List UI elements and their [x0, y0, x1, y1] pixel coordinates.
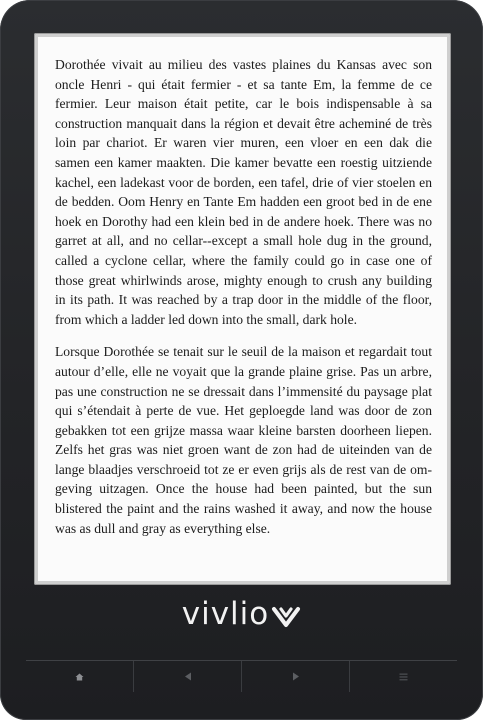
page-back-icon [184, 672, 192, 681]
eink-screen[interactable] [38, 37, 447, 581]
page-forward-icon [292, 672, 300, 681]
paragraph: Lorsque Dorothée se tenait sur le seuil de la maison et regardait tout autour d’elle, elle ne voyait que la grande plaine grise. Pas un arbre, pas une construction ne se dressait dans l’immensité du paysage plat qui s’étendait à perte de vue. Het geploegde land was door de zon gebakken tot een grijze massa waar kleine barsten doorheen liepen. Zelfs het gras was niet groen want de zon had de uiteinden van de lange blaadjes verschroeid tot ze er even grijs als de rest van de omgeving uitzagen. Once the house had been painted, but the sun blistered the paint and the rains washed it away, and now the house was as dull and gray as everything else. [55, 344, 432, 536]
brand-logo [0, 596, 483, 637]
home-icon [75, 673, 84, 681]
page-forward-button[interactable] [242, 661, 350, 692]
brand-logo-text: vivlio [181, 596, 270, 632]
menu-icon [399, 673, 408, 681]
book-page [55, 55, 432, 551]
home-button[interactable] [26, 661, 134, 692]
brand-logo-mark-icon [271, 601, 301, 637]
paragraph: Dorothée vivait au milieu des vastes plaines du Kansas avec son oncle Henri - qui était fermier - et sa tante Em, la femme de ce fermier. Leur maison était petite, car le bois indispensable à sa construction manquait dans la région et devait être acheminé de très loin par chariot. Er waren vier muren, een vloer en een dak die samen een kamer maakten. Die kamer bevatte een roestig uitziende kachel, een ladekast voor de borden, een tafel, drie of vier stoelen en de bedden. Oom Henry en Tante Em hadden een groot bed in de ene hoek en Dorothy had een klein bed in de andere hoek. There was no garret at all, and no cellar--except a small hole dug in the ground, called a cyclone cellar, where the family could go in case one of those great whirlwinds arose, mighty enough to crush any building in its path. It was reached by a trap door in the middle of the floor, from which a ladder led down into the small, dark hole. [55, 57, 432, 327]
page-back-button[interactable] [134, 661, 242, 692]
hardware-button-bar [26, 660, 457, 692]
menu-button[interactable] [350, 661, 457, 692]
